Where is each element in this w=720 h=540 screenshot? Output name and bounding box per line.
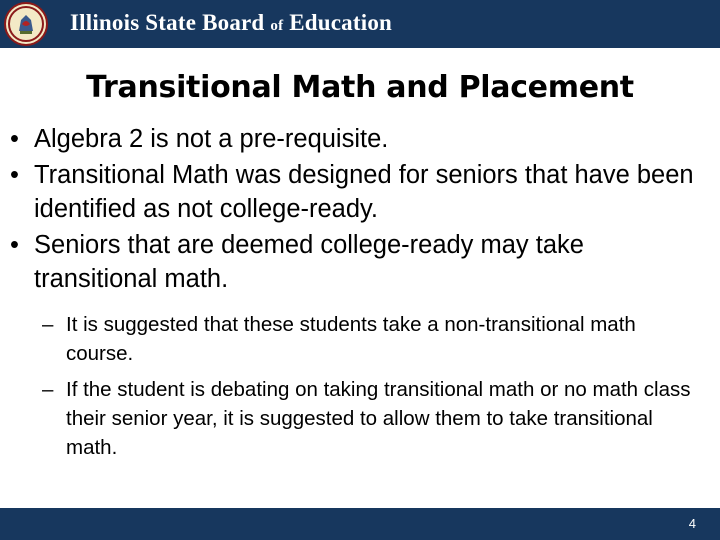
- footer-bar: [0, 508, 720, 540]
- sub-bullet-text: It is suggested that these students take a non-transitional math course.: [66, 313, 636, 365]
- bullet-item: [6, 158, 706, 226]
- bullet-text: Algebra 2 is not a pre-requisite.: [34, 125, 389, 153]
- org-name-of: of: [270, 18, 284, 34]
- slide-content: [6, 122, 706, 469]
- sub-bullet-marker: –: [42, 313, 54, 336]
- org-name: [70, 10, 392, 36]
- sub-bullet-item: [6, 310, 706, 368]
- org-name-part2: Education: [283, 10, 393, 35]
- bullet-text: Transitional Math was designed for seniors that have been identified as not college-ready.: [34, 161, 694, 223]
- bullet-text: Seniors that are deemed college-ready may take transitional math.: [34, 231, 584, 293]
- sub-bullet-text: If the student is debating on taking transitional math or no math class their senior year, it is suggested to allow them to take transitional math.: [66, 378, 691, 459]
- bullet-item: [6, 122, 706, 156]
- org-name-part1: Illinois State Board: [70, 10, 271, 35]
- bullet-marker: •: [10, 161, 19, 189]
- header-bar: [0, 0, 720, 48]
- illinois-state-seal-icon: [4, 2, 48, 46]
- sub-bullet-item: [6, 375, 706, 462]
- sub-bullet-marker: –: [42, 378, 54, 401]
- bullet-item: [6, 228, 706, 296]
- bullet-marker: •: [10, 125, 19, 153]
- page-number: 4: [688, 516, 696, 531]
- spacer: [6, 298, 706, 310]
- slide-title: Transitional Math and Placement: [86, 70, 634, 105]
- bullet-marker: •: [10, 231, 19, 259]
